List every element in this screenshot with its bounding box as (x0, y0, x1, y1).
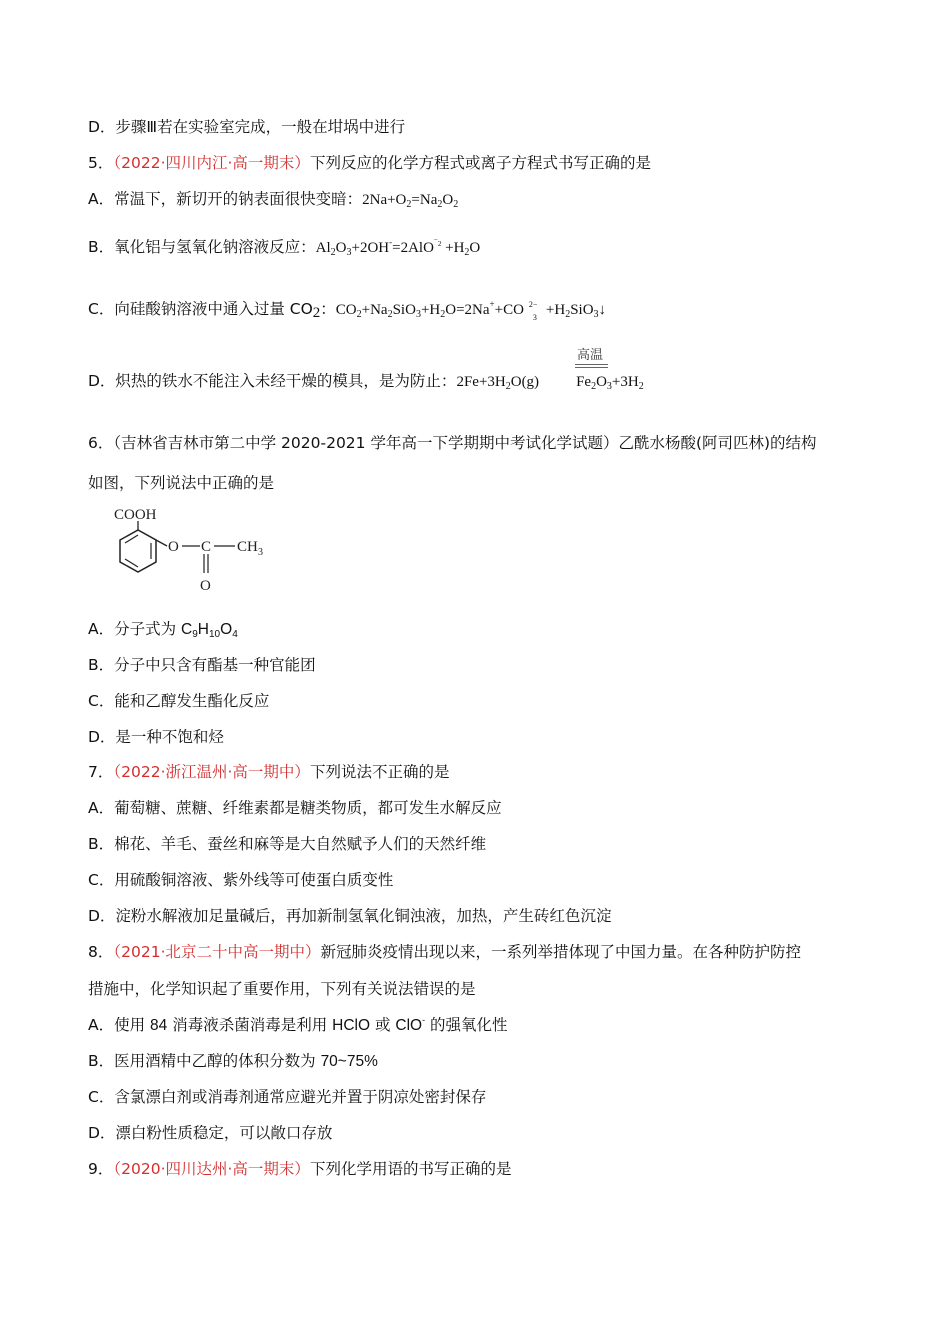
q5d-condition: 高温 (577, 348, 604, 363)
q5-option-c: C．向硅酸钠溶液中通入过量 $CO_2$：$CO_2+Na_2SiO_3+H_2O=2Na^++CO$ 2− 3 $+H_2SiO_3↓$ (88, 299, 607, 322)
q4-option-d: D．步骤Ⅲ若在实验室完成，一般在坩埚中进行 (88, 118, 406, 136)
q6a-formula: $C_9H_{10}O_4$ (181, 621, 238, 640)
q6-stem-line2: 如图，下列说法中正确的是 (88, 474, 275, 492)
q5-option-a (88, 188, 458, 211)
q8-option-b (88, 1050, 378, 1073)
q5d-equals-bar-1 (575, 364, 608, 365)
q6-option-c: C．能和乙醇发生酯化反应 (88, 692, 270, 710)
q9-question: 下列化学用语的书写正确的是 (309, 1160, 512, 1178)
q8-stem-line2: 措施中，化学知识起了重要作用，下列有关说法错误的是 (88, 980, 476, 998)
aspirin-structure (90, 500, 290, 600)
q9-source: （2020·四川达州·高一期末） (113, 1160, 310, 1178)
q7-stem (88, 761, 449, 783)
methyl-subscript: 3 (258, 547, 263, 558)
q6-option-a (88, 618, 238, 641)
q7-option-c: C．用硫酸铜溶液、紫外线等可使蛋白质变性 (88, 871, 394, 889)
q5-stem (88, 152, 651, 174)
q8a-84: 84 (150, 1017, 168, 1034)
q5-number: 5． (88, 154, 114, 172)
q5c-equation: $CO_2+Na_2SiO_3+H_2O=2Na^++CO$ 2− 3 $+H_2SiO_3↓$ (335, 299, 607, 322)
q5d-equation: $2Fe+3H_2O(g)$ $Fe_2O_3+3H_2$ (456, 374, 644, 392)
methyl-label: CH (237, 539, 258, 555)
q8a-suffix: 的强氧化性 (425, 1016, 508, 1034)
q6a-text: A．分子式为 (88, 620, 182, 638)
q8b-value: 70~75% (320, 1053, 378, 1070)
q6-stem-line1: 6．（吉林省吉林市第二中学 2020-2021 学年高一下学期期中考试化学试题）乙酰水杨酸(阿司匹林)的结构 (88, 434, 817, 452)
q8-option-d: D．漂白粉性质稳定，可以敞口存放 (88, 1124, 333, 1142)
q8-option-c: C．含氯漂白剂或消毒剂通常应避光并置于阴凉处密封保存 (88, 1088, 487, 1106)
q5c-text: C．向硅酸钠溶液中通入过量 CO (88, 300, 313, 318)
q5a-equation: $2Na+O_2=Na_2O_2$ (362, 192, 459, 210)
q5-source: （2022·四川内江·高一期末） (113, 154, 310, 172)
q5-option-d (88, 370, 644, 393)
q8-stem (88, 941, 801, 963)
q8a-prefix: A．使用 (88, 1016, 151, 1034)
q5b-text: B．氧化铝与氢氧化钠溶液反应： (88, 238, 316, 256)
carbonyl-carbon-label: C (201, 539, 212, 555)
q5d-text: D．炽热的铁水不能注入未经干燥的模具，是为防止： (88, 372, 457, 390)
q7-source: （2022·浙江温州·高一期中） (113, 763, 310, 781)
q8-option-a: A．使用 84 消毒液杀菌消毒是利用 HClO 或 ClO- 的强氧化性 (88, 1015, 508, 1034)
ester-oxygen-label: O (168, 539, 179, 555)
q6-option-d: D．是一种不饱和烃 (88, 728, 224, 746)
q8b-prefix: B．医用酒精中乙醇的体积分数为 (88, 1052, 321, 1070)
q8-question: 新冠肺炎疫情出现以来，一系列举措体现了中国力量。在各种防护防控 (320, 943, 802, 961)
q8a-middle: 消毒液杀菌消毒是利用 (167, 1016, 333, 1034)
q8a-hclo: HClO (332, 1017, 371, 1034)
carboxyl-label: COOH (114, 507, 157, 523)
q8a-or: 或 (370, 1016, 396, 1034)
q8-number: 8． (88, 943, 114, 961)
q7-option-b: B．棉花、羊毛、蚕丝和麻等是大自然赋予人们的天然纤维 (88, 835, 487, 853)
q7-option-a: A．葡萄糖、蔗糖、纤维素都是糖类物质，都可发生水解反应 (88, 799, 502, 817)
q5b-equation: $Al_2O_3+2OH^-=2AlO^-_2 +H_2O$ (315, 236, 481, 258)
q5-option-b (88, 236, 480, 259)
q9-number: 9． (88, 1160, 114, 1178)
q7-option-d: D．淀粉水解液加足量碱后，再加新制氢氧化铜浊液，加热，产生砖红色沉淀 (88, 907, 612, 925)
q5d-equals-bar-2 (575, 367, 608, 368)
q8-source: （2021·北京二十中高一期中） (113, 943, 321, 961)
q9-stem (88, 1158, 511, 1180)
q8a-clo: ClO (395, 1017, 423, 1034)
q5a-text: A．常温下，新切开的钠表面很快变暗： (88, 190, 363, 208)
q5-question: 下列反应的化学方程式或离子方程式书写正确的是 (309, 154, 651, 172)
q7-number: 7． (88, 763, 114, 781)
q5c-colon: ： (320, 300, 336, 318)
carbonyl-oxygen-label: O (200, 578, 211, 594)
q6-option-b: B．分子中只含有酯基一种官能团 (88, 656, 316, 674)
q7-question: 下列说法不正确的是 (309, 763, 450, 781)
